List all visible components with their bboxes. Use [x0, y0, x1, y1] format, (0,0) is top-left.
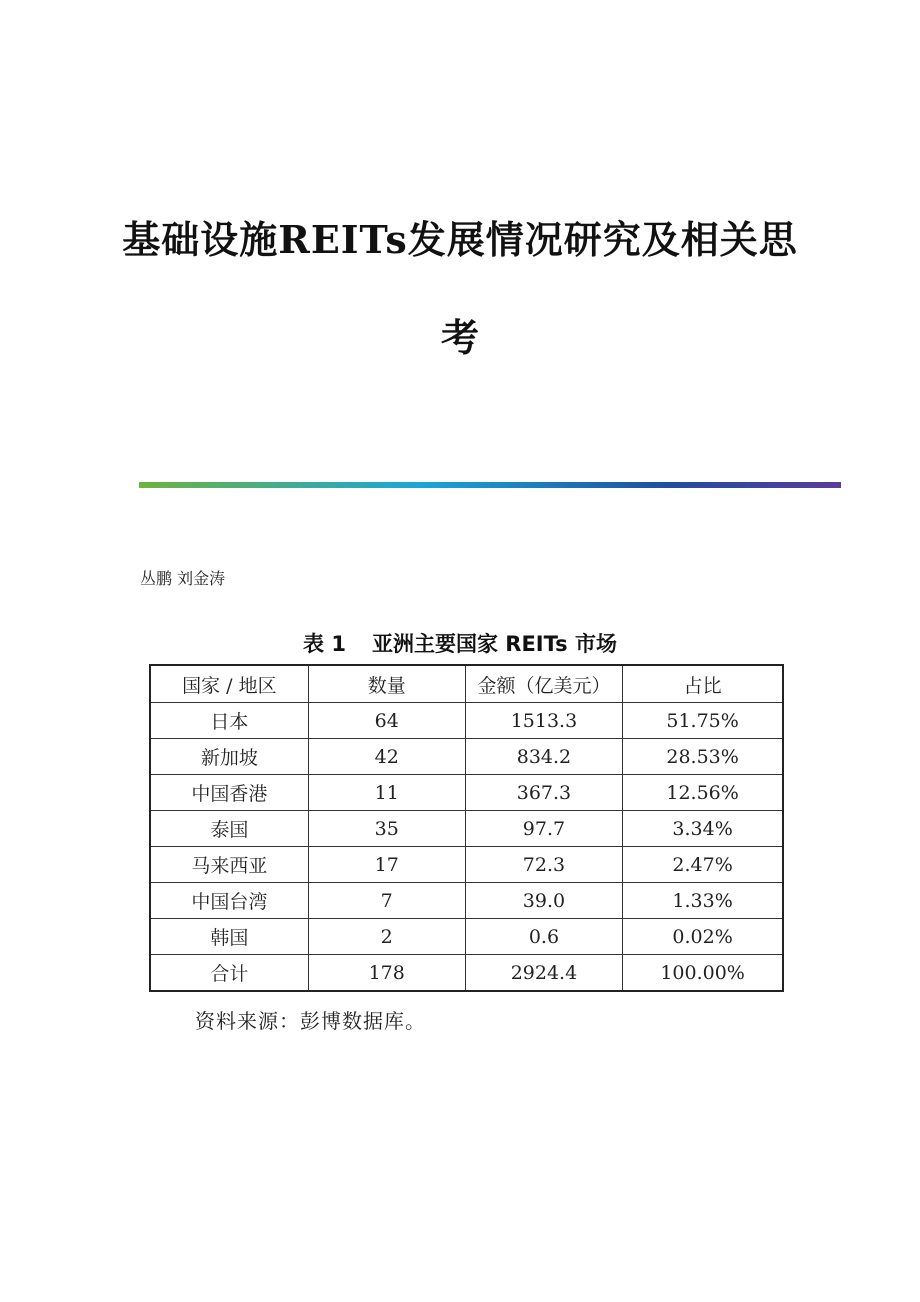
cell-count: 64: [308, 703, 465, 739]
cell-amount: 97.7: [465, 811, 623, 847]
cell-country: 马来西亚: [150, 847, 308, 883]
cell-share: 3.34%: [623, 811, 783, 847]
table-row: [150, 919, 783, 955]
gradient-divider: [139, 482, 841, 488]
cell-amount: 1513.3: [465, 703, 623, 739]
table-caption-text: 亚洲主要国家 REITs 市场: [371, 632, 617, 656]
header-count: 数量: [308, 665, 465, 703]
cell-count: 11: [308, 775, 465, 811]
cell-count: 42: [308, 739, 465, 775]
cell-country: 日本: [150, 703, 308, 739]
table-row: [150, 703, 783, 739]
cell-amount: 0.6: [465, 919, 623, 955]
cell-share: 2.47%: [623, 847, 783, 883]
cell-country: 中国香港: [150, 775, 308, 811]
cell-count: 178: [308, 955, 465, 992]
cell-share: 100.00%: [623, 955, 783, 992]
cell-amount: 39.0: [465, 883, 623, 919]
reits-market-table: [149, 664, 784, 992]
cell-amount: 834.2: [465, 739, 623, 775]
table-row: [150, 811, 783, 847]
cell-country: 泰国: [150, 811, 308, 847]
cell-country: 新加坡: [150, 739, 308, 775]
cell-country: 韩国: [150, 919, 308, 955]
cell-count: 2: [308, 919, 465, 955]
header-share: 占比: [623, 665, 783, 703]
header-amount: 金额（亿美元）: [465, 665, 623, 703]
cell-country: 中国台湾: [150, 883, 308, 919]
table-source-note: 资料来源：彭博数据库。: [195, 1009, 426, 1033]
cell-share: 28.53%: [623, 739, 783, 775]
table-caption-number: 表 1: [303, 632, 346, 656]
table-row: [150, 883, 783, 919]
table-caption: [0, 628, 920, 660]
table-total-row: [150, 955, 783, 992]
authors: 丛鹏 刘金涛: [140, 569, 226, 588]
header-country: 国家 / 地区: [150, 665, 308, 703]
cell-share: 0.02%: [623, 919, 783, 955]
cell-country: 合计: [150, 955, 308, 992]
cell-count: 17: [308, 847, 465, 883]
cell-amount: 72.3: [465, 847, 623, 883]
document-title-line1: 基础设施REITs发展情况研究及相关思: [122, 217, 798, 262]
cell-share: 12.56%: [623, 775, 783, 811]
cell-count: 7: [308, 883, 465, 919]
cell-share: 1.33%: [623, 883, 783, 919]
table-row: [150, 847, 783, 883]
cell-count: 35: [308, 811, 465, 847]
table-header-row: [150, 665, 783, 703]
cell-share: 51.75%: [623, 703, 783, 739]
document-title-line2: 考: [440, 315, 479, 360]
table-row: [150, 775, 783, 811]
cell-amount: 2924.4: [465, 955, 623, 992]
table-row: [150, 739, 783, 775]
cell-amount: 367.3: [465, 775, 623, 811]
